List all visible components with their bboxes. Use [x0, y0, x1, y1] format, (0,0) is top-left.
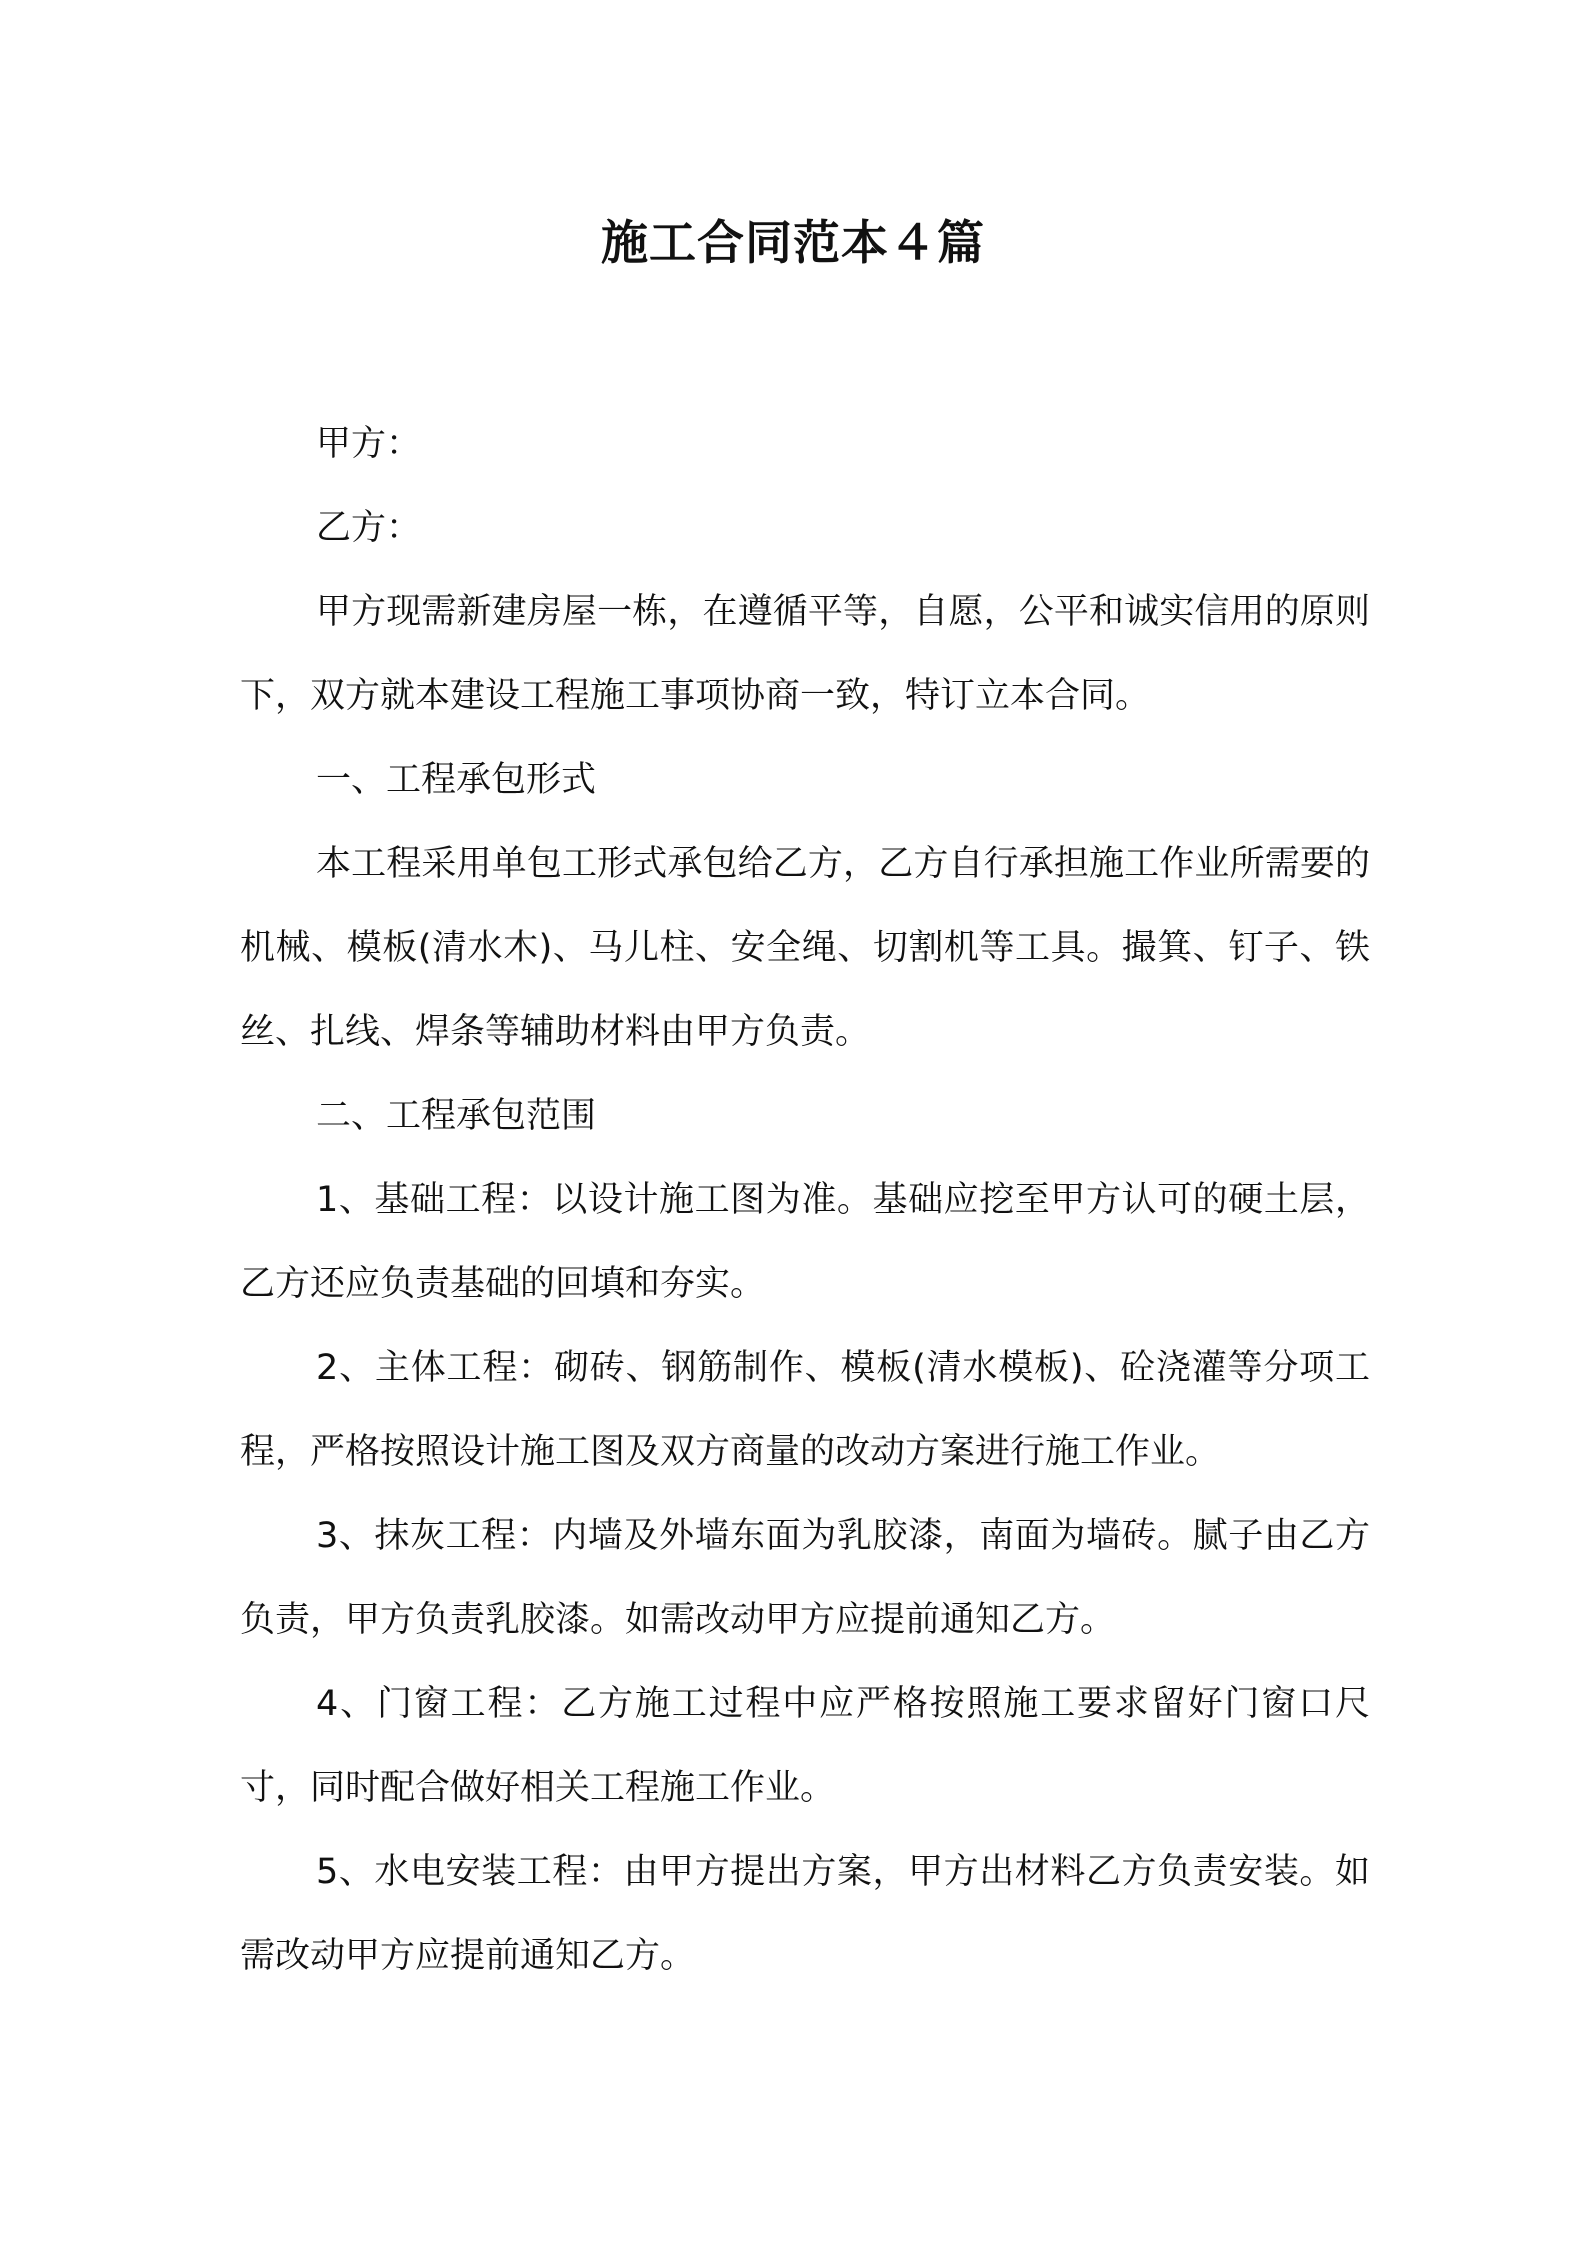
section-heading: 一、工程承包形式 [316, 760, 597, 800]
list-item: 5、水电安装工程：由甲方提出方案，甲方出材料乙方负责安装。如需改动甲方应提前通知乙方。 [240, 1852, 1370, 1976]
list-item: 2、主体工程：砌砖、钢筋制作、模板(清水模板)、砼浇灌等分项工程，严格按照设计施工图及双方商量的改动方案进行施工作业。 [240, 1348, 1370, 1472]
party-a-line: 甲方： [316, 424, 422, 464]
list-item: 1、基础工程：以设计施工图为准。基础应挖至甲方认可的硬土层，乙方还应负责基础的回填和夯实。 [240, 1180, 1370, 1304]
intro-paragraph: 甲方现需新建房屋一栋，在遵循平等，自愿，公平和诚实信用的原则下，双方就本建设工程施工事项协商一致，特订立本合同。 [240, 592, 1370, 716]
list-item: 3、抹灰工程：内墙及外墙东面为乳胶漆，南面为墙砖。腻子由乙方负责，甲方负责乳胶漆。如需改动甲方应提前通知乙方。 [240, 1516, 1370, 1640]
document-body [240, 402, 1370, 1998]
section-paragraph: 本工程采用单包工形式承包给乙方，乙方自行承担施工作业所需要的机械、模板(清水木)、马儿柱、安全绳、切割机等工具。撮箕、钉子、铁丝、扎线、焊条等辅助材料由甲方负责。 [240, 844, 1370, 1052]
list-item: 4、门窗工程：乙方施工过程中应严格按照施工要求留好门窗口尺寸，同时配合做好相关工程施工作业。 [240, 1684, 1370, 1808]
document-title: 施工合同范本４篇 [601, 216, 985, 271]
party-b-line: 乙方： [316, 508, 422, 548]
section-heading: 二、工程承包范围 [316, 1096, 597, 1136]
